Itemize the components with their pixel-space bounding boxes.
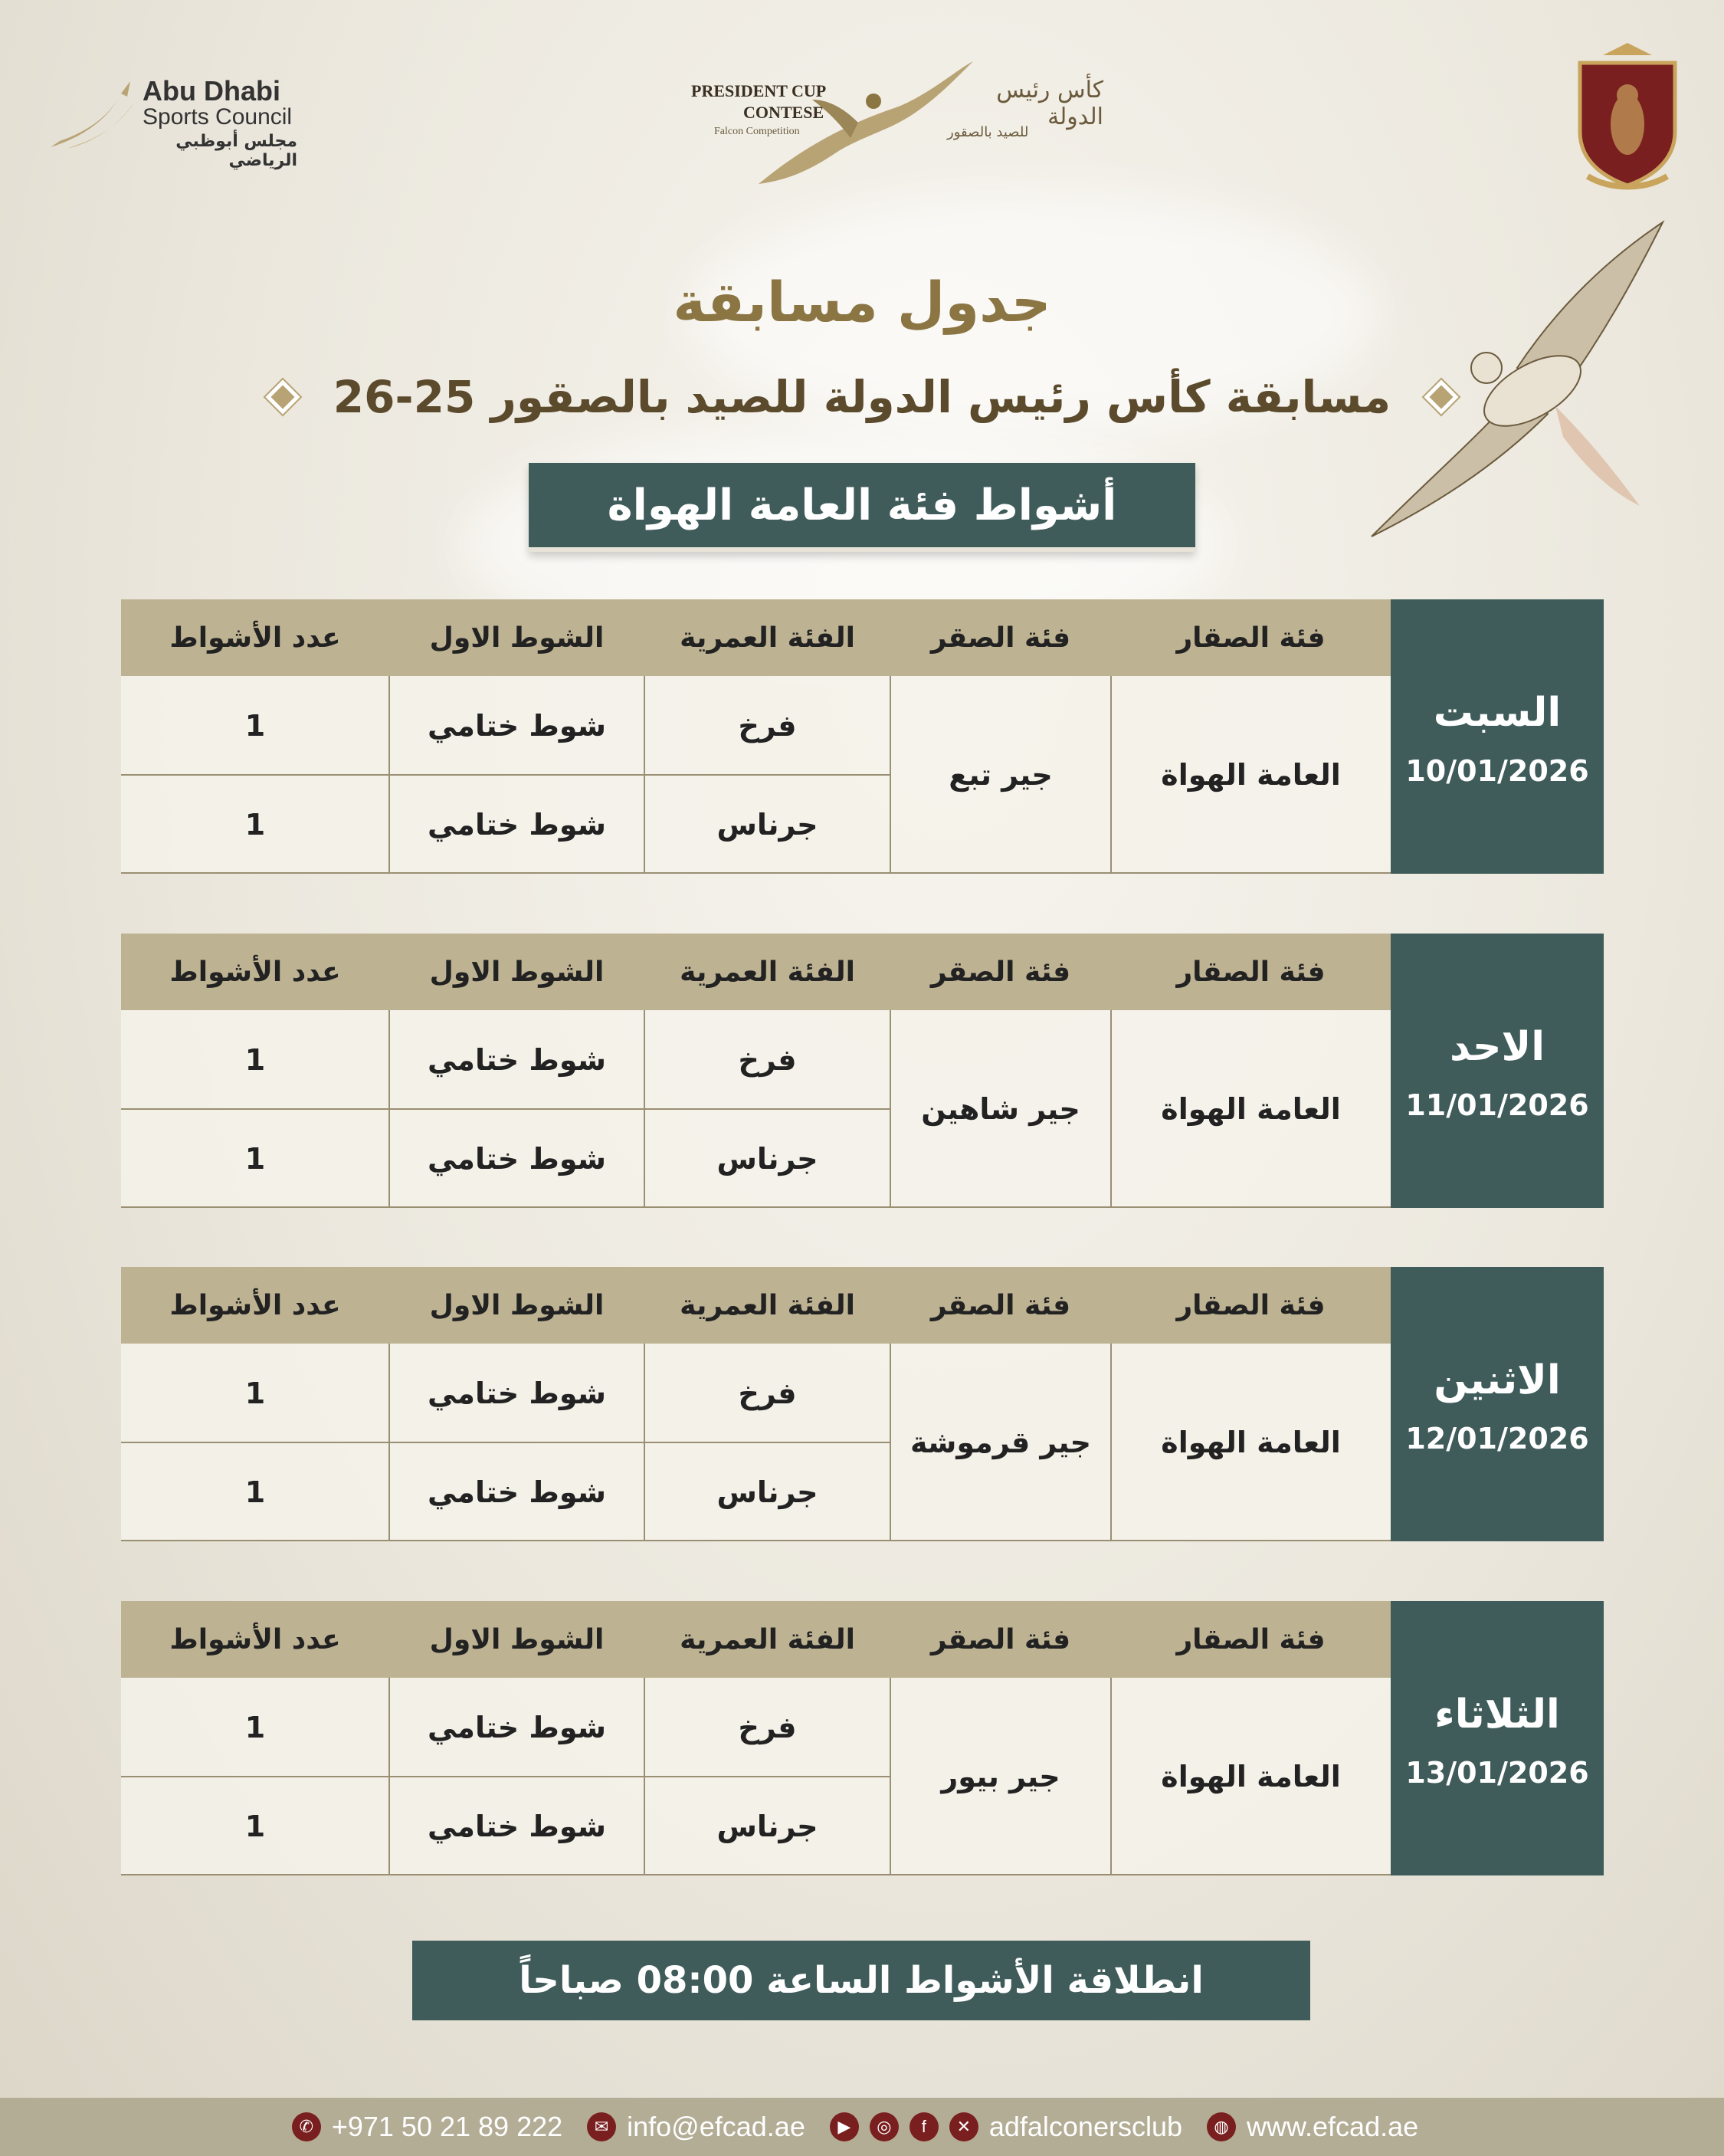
age-category: فرخ <box>738 1710 797 1744</box>
footer-website[interactable]: www.efcad.ae <box>1247 2111 1419 2142</box>
column-header: فئة الصقر <box>930 956 1071 988</box>
whatsapp-icon[interactable]: ✆ <box>292 2112 321 2141</box>
race-count: 1 <box>244 1809 266 1843</box>
adsc-line3: مجلس أبوظبي الرياضي <box>175 132 297 170</box>
race-count: 1 <box>244 1376 266 1410</box>
race-count: 1 <box>244 1710 266 1744</box>
grid-line <box>121 1874 1391 1875</box>
pcup-ar1: كأس رئيس الدولة <box>996 77 1103 130</box>
grid-line <box>1110 1678 1112 1875</box>
race-name: شوط ختامي <box>427 807 607 842</box>
table-header <box>121 934 1391 1010</box>
day-name: الاحد <box>1449 1024 1545 1070</box>
falcon-emblem-icon <box>743 54 973 192</box>
footer-phone[interactable]: +971 50 21 89 222 <box>331 2111 563 2142</box>
falconer-category: العامة الهواة <box>1161 758 1341 792</box>
footer-email[interactable]: info@efcad.ae <box>627 2111 805 2142</box>
day-block <box>121 1601 1604 1875</box>
falconers-club-crest-icon <box>1572 40 1683 190</box>
falconer-category: العامة الهواة <box>1161 1426 1341 1459</box>
column-header: فئة الصقر <box>930 622 1071 654</box>
column-header: عدد الأشواط <box>169 1623 341 1656</box>
race-count: 1 <box>244 807 266 842</box>
day-table <box>121 1267 1391 1541</box>
falconer-category: العامة الهواة <box>1161 1760 1341 1793</box>
instagram-icon[interactable]: ◎ <box>870 2112 899 2141</box>
age-category: فرخ <box>738 1376 797 1410</box>
race-name: شوط ختامي <box>427 1710 607 1744</box>
page-title: جدول مسابقة <box>673 270 1051 334</box>
race-name: شوط ختامي <box>427 1141 607 1176</box>
falcon-category: جير شاهين <box>921 1092 1080 1126</box>
grid-line <box>121 1108 890 1110</box>
subtitle: مسابقة كأس رئيس الدولة للصيد بالصقور 25-26 <box>333 370 1391 423</box>
column-header: الفئة العمرية <box>680 622 855 654</box>
day-block <box>121 599 1604 874</box>
column-header: الفئة العمرية <box>680 1623 855 1656</box>
race-name: شوط ختامي <box>427 708 607 743</box>
adsc-logo <box>44 71 297 170</box>
footer-social[interactable]: adfalconersclub <box>988 2111 1183 2142</box>
diamond-icon <box>265 379 300 414</box>
category-banner: أشواط فئة العامة الهواة <box>529 463 1195 552</box>
race-count: 1 <box>244 1042 266 1077</box>
day-table <box>121 1601 1391 1875</box>
day-name: الثلاثاء <box>1434 1692 1560 1738</box>
column-header: الشوط الاول <box>429 1289 605 1321</box>
column-header: عدد الأشواط <box>169 622 341 654</box>
grid-line <box>121 1540 1391 1541</box>
adsc-line1: Abu Dhabi <box>143 75 280 107</box>
day-cell <box>1391 934 1604 1208</box>
falconer-category: العامة الهواة <box>1161 1092 1341 1126</box>
day-cell <box>1391 1267 1604 1541</box>
diamond-icon <box>1424 379 1459 414</box>
column-header: الشوط الاول <box>429 956 605 988</box>
column-header: فئة الصقر <box>930 1289 1071 1321</box>
column-header: عدد الأشواط <box>169 956 341 988</box>
day-table <box>121 934 1391 1208</box>
table-header <box>121 1267 1391 1344</box>
youtube-icon[interactable]: ▶ <box>830 2112 859 2141</box>
age-category: جرناس <box>716 1475 818 1509</box>
grid-line <box>1110 1344 1112 1541</box>
grid-line <box>121 1206 1391 1208</box>
race-count: 1 <box>244 1475 266 1509</box>
age-category: فرخ <box>738 1042 797 1077</box>
day-cell <box>1391 1601 1604 1875</box>
day-name: الاثنين <box>1434 1357 1561 1403</box>
race-count: 1 <box>244 1141 266 1176</box>
day-date: 13/01/2026 <box>1405 1756 1589 1790</box>
race-name: شوط ختامي <box>427 1475 607 1509</box>
column-header: الفئة العمرية <box>680 956 855 988</box>
day-cell <box>1391 599 1604 874</box>
president-cup-logo <box>674 54 1103 192</box>
grid-line <box>1110 676 1112 874</box>
race-count: 1 <box>244 708 266 743</box>
grid-line <box>121 1442 890 1443</box>
facebook-icon[interactable]: f <box>910 2112 939 2141</box>
falcon-category: جير قرموشة <box>910 1426 1092 1459</box>
pcup-en3: Falcon Competition <box>714 126 800 137</box>
day-date: 10/01/2026 <box>1405 754 1589 788</box>
x-icon[interactable]: ✕ <box>949 2112 978 2141</box>
column-header: فئة الصقار <box>1176 956 1326 988</box>
grid-line <box>121 1776 890 1777</box>
table-header <box>121 1601 1391 1678</box>
race-name: شوط ختامي <box>427 1042 607 1077</box>
column-header: فئة الصقار <box>1176 1289 1326 1321</box>
day-block <box>121 934 1604 1208</box>
falcon-category: جير بيور <box>941 1760 1060 1793</box>
column-header: فئة الصقر <box>930 1623 1071 1656</box>
day-name: السبت <box>1433 690 1562 736</box>
race-name: شوط ختامي <box>427 1376 607 1410</box>
column-header: الشوط الاول <box>429 622 605 654</box>
column-header: عدد الأشواط <box>169 1289 341 1321</box>
grid-line <box>121 872 1391 874</box>
subtitle-row <box>0 368 1724 423</box>
race-name: شوط ختامي <box>427 1809 607 1843</box>
age-category: جرناس <box>716 1141 818 1176</box>
grid-line <box>121 774 890 776</box>
start-time-banner: انطلاقة الأشواط الساعة 08:00 صباحاً <box>412 1941 1310 2020</box>
day-date: 12/01/2026 <box>1405 1422 1589 1455</box>
adsc-swirl-icon <box>44 78 144 155</box>
footer <box>0 2098 1724 2156</box>
grid-line <box>1110 1010 1112 1208</box>
table-header <box>121 599 1391 676</box>
age-category: جرناس <box>716 1809 818 1843</box>
column-header: فئة الصقار <box>1176 1623 1326 1656</box>
pcup-ar2: للصيد بالصقور <box>947 124 1029 140</box>
adsc-line2: Sports Council <box>143 104 293 130</box>
column-header: الفئة العمرية <box>680 1289 855 1321</box>
day-date: 11/01/2026 <box>1405 1088 1589 1122</box>
day-table <box>121 599 1391 874</box>
column-header: فئة الصقار <box>1176 622 1326 654</box>
age-category: فرخ <box>738 708 797 743</box>
email-icon[interactable]: ✉ <box>587 2112 616 2141</box>
column-header: الشوط الاول <box>429 1623 605 1656</box>
globe-icon[interactable]: ◍ <box>1207 2112 1236 2141</box>
age-category: جرناس <box>716 807 818 842</box>
pcup-en1: PRESIDENT CUP <box>691 81 827 100</box>
falcon-category: جير تبع <box>949 758 1053 792</box>
pcup-en2: CONTESE <box>743 103 824 122</box>
day-block <box>121 1267 1604 1541</box>
